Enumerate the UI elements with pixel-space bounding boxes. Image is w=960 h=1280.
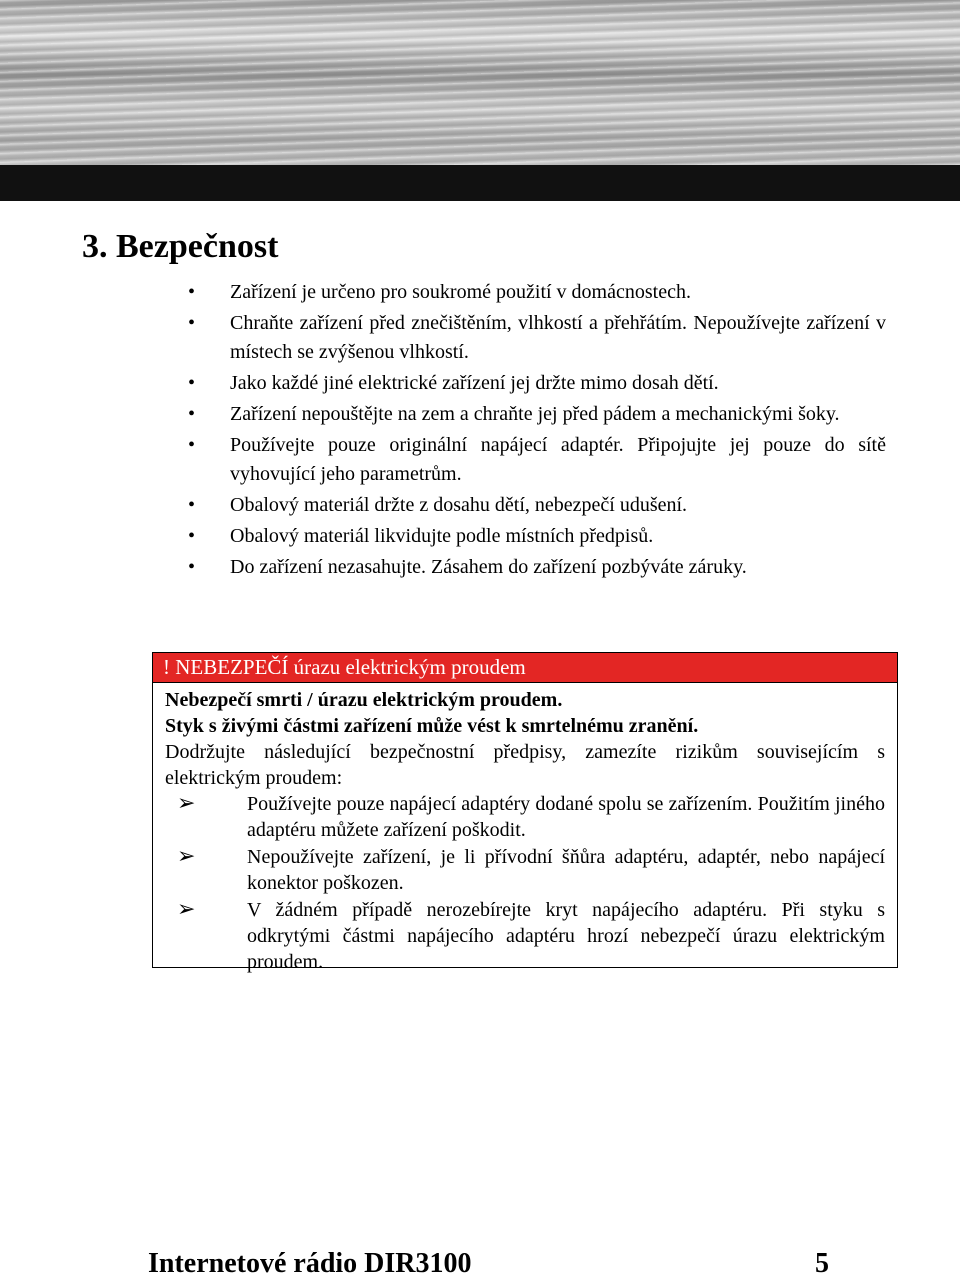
- list-item: [180, 400, 886, 429]
- bullet-icon: •: [188, 403, 196, 425]
- list-item: [165, 791, 885, 843]
- list-item: [180, 431, 886, 489]
- electric-warning-box: [152, 652, 898, 973]
- arrow-bullet-icon: ➢: [177, 791, 196, 816]
- bullet-icon: •: [188, 281, 196, 303]
- list-item-text: Obalový materiál držte z dosahu dětí, nebezpečí udušení.: [230, 494, 688, 516]
- list-item-text: Používejte pouze napájecí adaptéry dodané spolu se zařízením. Použitím jiného adaptéru můžete zařízení poškodit.: [247, 793, 885, 841]
- list-item: [180, 309, 886, 367]
- list-item-text: Jako každé jiné elektrické zařízení jej držte mimo dosah dětí.: [230, 372, 719, 394]
- warning-heading: ! NEBEZPEČÍ úrazu elektrickým proudem: [153, 653, 897, 683]
- warning-list: [165, 791, 885, 975]
- list-item-text: Zařízení nepouštějte na zem a chraňte jej před pádem a mechanickými šoky.: [230, 403, 840, 425]
- bullet-icon: •: [188, 494, 196, 516]
- header-decorative-band: [0, 0, 960, 165]
- list-item-text: V žádném případě nerozebírejte kryt napájecího adaptéru. Při styku s odkrytými částmi napájecího adaptéru hrozí nebezpečí úrazu elektrickým proudem.: [247, 899, 885, 973]
- arrow-bullet-icon: ➢: [177, 844, 196, 869]
- list-item: [180, 278, 886, 307]
- list-item-text: Chraňte zařízení před znečištěním, vlhkostí a přehřátím. Nepoužívejte zařízení v místech se zvýšenou vlhkostí.: [230, 312, 886, 363]
- list-item: [180, 522, 886, 551]
- bullet-icon: •: [188, 556, 196, 578]
- list-item-text: Používejte pouze originální napájecí adaptér. Připojujte jej pouze do sítě vyhovující jeho parametrům.: [230, 434, 886, 485]
- list-item-text: Obalový materiál likvidujte podle místních předpisů.: [230, 525, 654, 547]
- bullet-icon: •: [188, 372, 196, 394]
- safety-list: [180, 278, 886, 584]
- list-item: [180, 369, 886, 398]
- bullet-icon: •: [188, 434, 196, 456]
- header-black-bar: [0, 165, 960, 201]
- warning-bold-line: Nebezpečí smrti / úrazu elektrickým proudem.: [165, 689, 563, 711]
- list-item-text: Do zařízení nezasahujte. Zásahem do zařízení pozbýváte záruky.: [230, 556, 747, 578]
- section-title: 3. Bezpečnost: [82, 228, 279, 265]
- footer-product-name: Internetové rádio DIR3100: [148, 1248, 472, 1279]
- warning-bold-line: Styk s živými částmi zařízení může vést k smrtelnému zranění.: [165, 715, 699, 737]
- list-item: [180, 491, 886, 520]
- bullet-icon: •: [188, 525, 196, 547]
- footer-page-number: 5: [815, 1248, 829, 1279]
- bullet-icon: •: [188, 312, 196, 334]
- list-item-text: Nepoužívejte zařízení, je li přívodní šňůra adaptéru, adaptér, nebo napájecí konektor poškozen.: [247, 846, 885, 894]
- arrow-bullet-icon: ➢: [177, 897, 196, 922]
- list-item-text: Zařízení je určeno pro soukromé použití v domácnostech.: [230, 281, 691, 303]
- list-item: [165, 897, 885, 975]
- list-item: [180, 553, 886, 582]
- warning-body: [153, 683, 897, 975]
- list-item: [165, 844, 885, 896]
- warning-intro: Dodržujte následující bezpečnostní předpisy, zamezíte rizikům souvisejícím s elektrickým proudem:: [165, 741, 885, 789]
